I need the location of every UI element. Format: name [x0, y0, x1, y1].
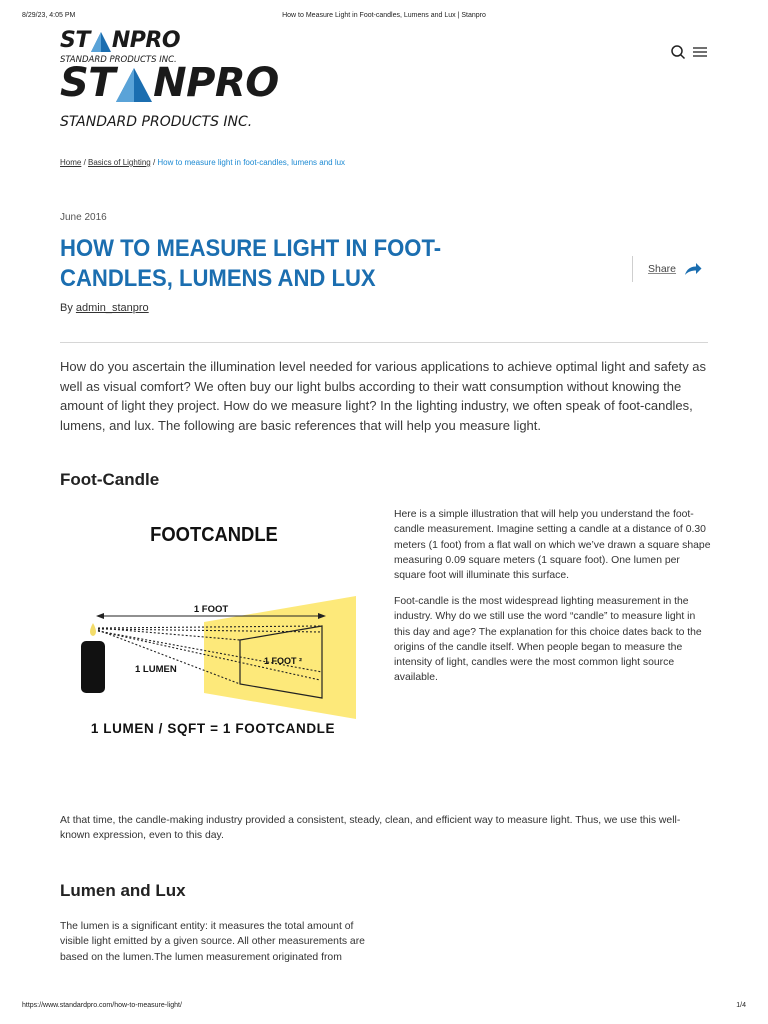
label-distance: 1 FOOT: [193, 604, 229, 615]
breadcrumb-current: How to measure light in foot-candles, lumens and lux: [157, 158, 346, 167]
print-page-title: How to Measure Light in Foot-candles, Lumens and Lux | Stanpro: [282, 12, 486, 19]
foot-candle-paragraph-3: At that time, the candle-making industry provided a consistent, steady, clean, and efficient way to measure light. Thus, we use this well-known expression, even to this day.: [60, 815, 681, 842]
breadcrumb-home-link[interactable]: Home: [60, 158, 82, 167]
label-lumen: 1 LUMEN: [135, 664, 177, 675]
author-link[interactable]: admin_stanpro: [75, 302, 149, 314]
figure-title: FOOTCANDLE: [150, 524, 278, 547]
logo-tagline-large: STANDARD PRODUCTS INC.: [60, 114, 253, 130]
search-icon[interactable]: [670, 44, 686, 60]
site-logo-large: [60, 60, 279, 130]
post-date: June 2016: [60, 212, 107, 223]
breadcrumb-separator: /: [81, 158, 89, 167]
logo-wordmark: ST NPRO: [60, 28, 181, 53]
share-label: Share: [648, 263, 677, 275]
intro-paragraph: How do you ascertain the illumination level needed for various applications to achieve optimal light and safety as well as visual comfort? We often buy our light bulbs according to their watt consumption without knowing the amount of light they project. How do we measure light? In the lighting industry, we often speak of foot-candles, lumens, and lux. The following are basic references that will help you measure light.: [60, 359, 707, 433]
title-divider: [60, 342, 708, 343]
label-area: 1 FOOT ²: [264, 656, 302, 666]
lumen-lux-paragraph-1: The lumen is a significant entity: it measures the total amount of visible light emitted by a given source. All other measurements are based on the lumen.The lumen measurement originated from: [60, 921, 365, 963]
section-heading-lumen-lux: Lumen and Lux: [60, 881, 186, 900]
footcandle-illustration: [60, 502, 390, 752]
page-title: HOW TO MEASURE LIGHT IN FOOT-CANDLES, LUMENS AND LUX: [60, 235, 442, 292]
print-page-number: 1/4: [736, 1002, 746, 1009]
figure-formula: 1 LUMEN / SQFT = 1 FOOTCANDLE: [90, 721, 336, 736]
print-footer: [22, 1002, 746, 1012]
menu-icon[interactable]: [692, 44, 708, 60]
share-arrow-icon: [684, 262, 702, 276]
candle-body: [81, 641, 105, 693]
breadcrumb-separator: /: [150, 158, 158, 167]
byline-prefix: By: [60, 302, 76, 314]
print-datetime: 8/29/23, 4:05 PM: [22, 12, 76, 19]
post-byline: [60, 302, 149, 314]
breadcrumb-category-link[interactable]: Basics of Lighting: [88, 158, 151, 167]
foot-candle-paragraph-1: Here is a simple illustration that will help you understand the foot-candle measurement. Imagine setting a candle at a distance of 0.30 meters (1 foot) from a flat wall on which we’ve drawn a square shape measuring 0.09 square meters (1 square foot). One lumen per square foot will illuminate this surface.: [394, 509, 711, 582]
foot-candle-paragraph-2: Foot-candle is the most widespread lighting measurement in the industry. Why do we still use the word “candle” to measure light in this day and age? The explanation for this choice dates back to the origins of the candle itself. When people began to measure the intensity of light, candles were the most common light source available.: [394, 596, 702, 684]
logo-wordmark-large: ST NPRO: [60, 60, 279, 106]
logo-tagline: STANDARD PRODUCTS INC.: [60, 55, 177, 65]
candle-flame-icon: [90, 623, 96, 636]
triangle-a-logo-icon: [91, 32, 111, 52]
triangle-a-logo-icon: [116, 68, 152, 102]
share-button[interactable]: [632, 256, 702, 282]
header-actions: [670, 44, 708, 60]
section-heading-foot-candle: Foot-Candle: [60, 470, 160, 489]
print-header: [22, 12, 746, 22]
breadcrumb: [60, 158, 345, 167]
print-url: https://www.standardpro.com/how-to-measure-light/: [22, 1002, 182, 1009]
